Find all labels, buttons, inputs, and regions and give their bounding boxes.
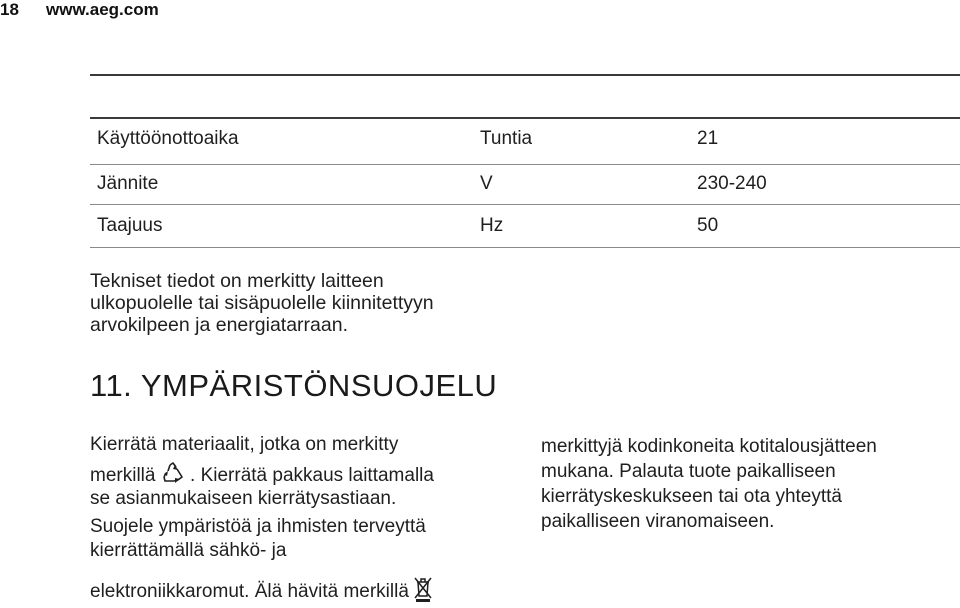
text-line: Suojele ympäristöä ja ihmisten terveyttä bbox=[90, 516, 426, 537]
text-line: Kierrätä materiaalit, jotka on merkitty bbox=[90, 434, 399, 455]
text-line bbox=[90, 462, 434, 490]
text-line: merkittyjä kodinkoneita kotitalousjätteen bbox=[541, 436, 877, 457]
spec-label: Taajuus bbox=[97, 215, 163, 236]
spec-value: 50 bbox=[697, 215, 719, 236]
intro-line: Tekniset tiedot on merkitty laitteen bbox=[90, 270, 384, 292]
spec-value: 21 bbox=[697, 128, 719, 149]
text-line: mukana. Palauta tuote paikalliseen bbox=[541, 461, 836, 482]
crossed-bin-icon bbox=[414, 576, 432, 608]
text-fragment: . Kierrätä pakkaus laittamalla bbox=[190, 465, 434, 487]
section-right-column bbox=[541, 434, 960, 534]
intro-line: arvokilpeen ja energiatarraan. bbox=[90, 314, 348, 336]
section-title: 11. YMPÄRISTÖNSUOJELU bbox=[90, 368, 498, 403]
text-line: se asianmukaiseen kierrätysastiaan. bbox=[90, 488, 397, 509]
spec-label: Käyttöönottoaika bbox=[97, 128, 239, 149]
table-rule bbox=[90, 74, 960, 76]
recycle-icon bbox=[161, 462, 185, 490]
intro-line: ulkopuolelle tai sisäpuolelle kiinnitettyyn bbox=[90, 292, 434, 314]
table-rule bbox=[90, 204, 960, 205]
text-line: kierrätyskeskukseen tai ota yhteyttä bbox=[541, 486, 842, 507]
text-line: kierrättämällä sähkö- ja bbox=[90, 540, 287, 561]
spec-label: Jännite bbox=[97, 173, 159, 194]
intro-paragraph bbox=[90, 270, 434, 336]
spec-value: 230-240 bbox=[697, 173, 767, 194]
page-number: 18 bbox=[0, 0, 19, 19]
table-rule bbox=[90, 117, 960, 119]
table-rule bbox=[90, 164, 960, 165]
website-url: www.aeg.com bbox=[46, 0, 159, 19]
text-line: paikalliseen viranomaiseen. bbox=[541, 511, 775, 532]
text-line bbox=[90, 576, 432, 608]
table-rule bbox=[90, 247, 960, 248]
spec-unit: Tuntia bbox=[480, 128, 533, 149]
text-fragment: elektroniikkaromut. Älä hävitä merkillä bbox=[90, 581, 409, 603]
text-fragment: merkillä bbox=[90, 465, 156, 487]
spec-unit: Hz bbox=[480, 215, 504, 236]
spec-unit: V bbox=[480, 173, 493, 194]
